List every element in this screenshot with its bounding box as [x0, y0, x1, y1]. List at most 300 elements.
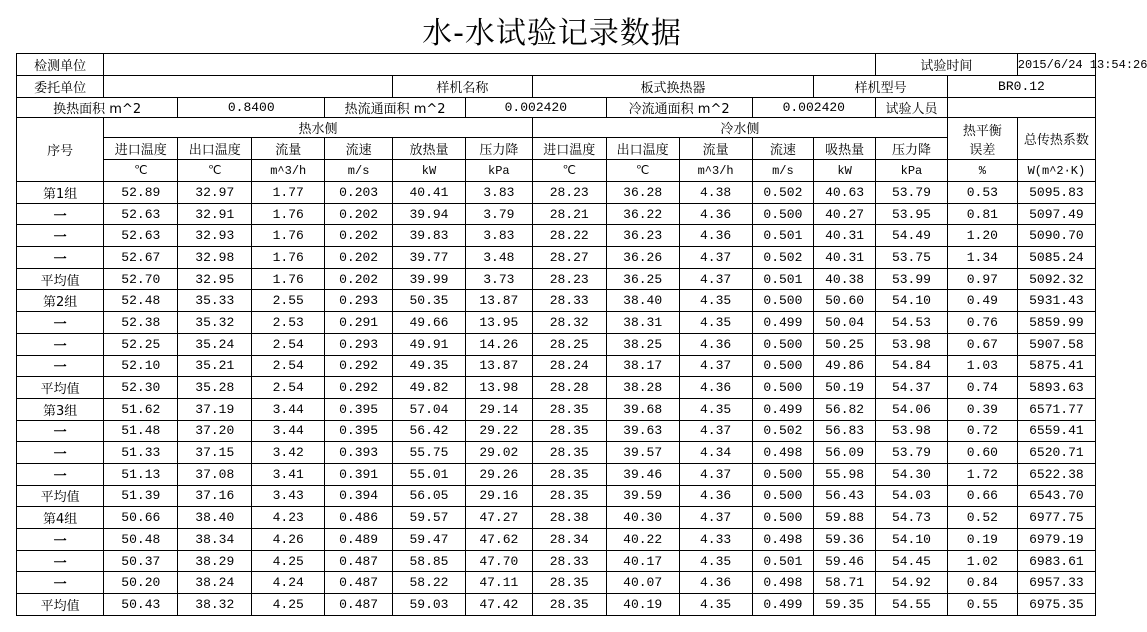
data-cell: 56.42 — [393, 420, 466, 442]
data-cell: 4.33 — [679, 529, 752, 551]
data-cell: 4.36 — [679, 203, 752, 225]
seq-header: 序号 — [17, 118, 104, 182]
data-cell: 4.37 — [679, 355, 752, 377]
data-cell: 0.203 — [325, 182, 393, 204]
row-label: 一 — [17, 203, 104, 225]
unit-cell: % — [947, 160, 1017, 182]
table-row — [17, 529, 1096, 551]
row-label: 平均值 — [17, 485, 104, 507]
cold-area-value: 0.002420 — [752, 98, 875, 118]
data-cell: 35.32 — [178, 312, 252, 334]
data-cell: 1.02 — [947, 550, 1017, 572]
data-cell: 0.202 — [325, 203, 393, 225]
row-label: 一 — [17, 572, 104, 594]
data-cell: 55.75 — [393, 442, 466, 464]
data-cell: 3.42 — [252, 442, 325, 464]
data-cell: 28.23 — [532, 268, 606, 290]
data-cell: 58.85 — [393, 550, 466, 572]
data-cell: 28.25 — [532, 333, 606, 355]
test-time-value: 2015/6/24 13:54:26 — [1017, 54, 1095, 76]
unit-cell: m/s — [325, 160, 393, 182]
side-header-row — [17, 118, 1096, 138]
data-cell: 50.19 — [814, 377, 876, 399]
row-label: 平均值 — [17, 268, 104, 290]
data-cell: 28.22 — [532, 225, 606, 247]
data-cell: 47.70 — [465, 550, 532, 572]
data-cell: 38.28 — [606, 377, 679, 399]
row-label: 一 — [17, 529, 104, 551]
data-cell: 0.502 — [752, 182, 814, 204]
data-cell: 4.37 — [679, 420, 752, 442]
data-cell: 0.500 — [752, 290, 814, 312]
data-cell: 0.292 — [325, 377, 393, 399]
sample-model-value: BR0.12 — [947, 76, 1095, 98]
data-cell: 36.23 — [606, 225, 679, 247]
test-data-table — [16, 53, 1147, 616]
data-cell: 39.83 — [393, 225, 466, 247]
data-cell: 28.35 — [532, 572, 606, 594]
data-cell: 35.33 — [178, 290, 252, 312]
data-cell: 32.93 — [178, 225, 252, 247]
table-row — [17, 377, 1096, 399]
data-cell: 0.74 — [947, 377, 1017, 399]
data-cell: 51.48 — [104, 420, 178, 442]
data-cell: 38.29 — [178, 550, 252, 572]
data-cell: 52.30 — [104, 377, 178, 399]
data-cell: 0.292 — [325, 355, 393, 377]
data-cell: 52.63 — [104, 203, 178, 225]
data-cell: 54.03 — [876, 485, 948, 507]
table-row — [17, 550, 1096, 572]
data-cell: 58.71 — [814, 572, 876, 594]
data-cell: 14.26 — [465, 333, 532, 355]
tester-value — [947, 98, 1095, 118]
table-row — [17, 463, 1096, 485]
table-row — [17, 572, 1096, 594]
data-cell: 2.53 — [252, 312, 325, 334]
data-cell: 40.31 — [814, 225, 876, 247]
hot-col-header: 出口温度 — [178, 138, 252, 160]
data-cell: 35.21 — [178, 355, 252, 377]
data-cell: 40.19 — [606, 594, 679, 616]
data-cell: 0.489 — [325, 529, 393, 551]
data-cell: 4.37 — [679, 268, 752, 290]
data-cell: 32.91 — [178, 203, 252, 225]
data-cell: 1.72 — [947, 463, 1017, 485]
data-cell: 0.53 — [947, 182, 1017, 204]
data-cell: 40.17 — [606, 550, 679, 572]
data-cell: 4.37 — [679, 507, 752, 529]
tester-label: 试验人员 — [876, 98, 948, 118]
data-cell: 0.72 — [947, 420, 1017, 442]
data-cell: 4.36 — [679, 333, 752, 355]
data-cell: 56.43 — [814, 485, 876, 507]
data-cell: 13.87 — [465, 290, 532, 312]
data-cell: 4.35 — [679, 594, 752, 616]
data-cell: 54.49 — [876, 225, 948, 247]
data-cell: 0.486 — [325, 507, 393, 529]
data-cell: 40.07 — [606, 572, 679, 594]
data-cell: 0.500 — [752, 485, 814, 507]
data-cell: 6522.38 — [1017, 463, 1095, 485]
data-cell: 28.35 — [532, 463, 606, 485]
data-cell: 32.98 — [178, 247, 252, 269]
data-cell: 0.81 — [947, 203, 1017, 225]
data-cell: 28.35 — [532, 485, 606, 507]
data-cell: 39.77 — [393, 247, 466, 269]
inspect-unit-label: 检测单位 — [17, 54, 104, 76]
data-cell: 0.67 — [947, 333, 1017, 355]
data-cell: 0.394 — [325, 485, 393, 507]
data-cell: 4.35 — [679, 312, 752, 334]
data-cell: 54.92 — [876, 572, 948, 594]
data-cell: 50.37 — [104, 550, 178, 572]
hot-col-header: 进口温度 — [104, 138, 178, 160]
data-cell: 0.502 — [752, 247, 814, 269]
sample-model-label: 样机型号 — [814, 76, 948, 98]
data-cell: 28.35 — [532, 398, 606, 420]
data-cell: 5097.49 — [1017, 203, 1095, 225]
inspect-unit-value — [104, 54, 876, 76]
table-row — [17, 203, 1096, 225]
data-cell: 28.38 — [532, 507, 606, 529]
data-cell: 37.16 — [178, 485, 252, 507]
row-label: 一 — [17, 442, 104, 464]
hot-col-header: 压力降 — [465, 138, 532, 160]
data-cell: 3.48 — [465, 247, 532, 269]
data-cell: 0.84 — [947, 572, 1017, 594]
data-cell: 52.38 — [104, 312, 178, 334]
client-row — [17, 76, 1096, 98]
data-cell: 50.66 — [104, 507, 178, 529]
data-cell: 0.501 — [752, 550, 814, 572]
data-cell: 53.79 — [876, 182, 948, 204]
table-row — [17, 247, 1096, 269]
data-cell: 0.500 — [752, 377, 814, 399]
data-cell: 52.63 — [104, 225, 178, 247]
data-cell: 58.22 — [393, 572, 466, 594]
row-label: 平均值 — [17, 377, 104, 399]
data-cell: 0.500 — [752, 333, 814, 355]
data-cell: 0.500 — [752, 507, 814, 529]
data-cell: 0.498 — [752, 529, 814, 551]
row-label: 一 — [17, 550, 104, 572]
row-label: 一 — [17, 247, 104, 269]
table-row — [17, 290, 1096, 312]
table-row — [17, 268, 1096, 290]
data-cell: 28.27 — [532, 247, 606, 269]
data-cell: 38.34 — [178, 529, 252, 551]
data-cell: 13.87 — [465, 355, 532, 377]
data-cell: 5090.70 — [1017, 225, 1095, 247]
data-cell: 1.76 — [252, 268, 325, 290]
unit-cell: ℃ — [104, 160, 178, 182]
data-cell: 36.22 — [606, 203, 679, 225]
data-cell: 4.37 — [679, 463, 752, 485]
data-cell: 0.395 — [325, 420, 393, 442]
data-cell: 2.54 — [252, 355, 325, 377]
hot-col-header: 放热量 — [393, 138, 466, 160]
data-cell: 37.19 — [178, 398, 252, 420]
hot-area-value: 0.002420 — [465, 98, 606, 118]
row-label: 平均值 — [17, 594, 104, 616]
data-cell: 6543.70 — [1017, 485, 1095, 507]
data-cell: 6979.19 — [1017, 529, 1095, 551]
data-cell: 40.30 — [606, 507, 679, 529]
data-cell: 0.293 — [325, 333, 393, 355]
data-cell: 5931.43 — [1017, 290, 1095, 312]
data-cell: 47.62 — [465, 529, 532, 551]
data-cell: 36.25 — [606, 268, 679, 290]
data-cell: 6571.77 — [1017, 398, 1095, 420]
data-cell: 49.82 — [393, 377, 466, 399]
data-cell: 50.43 — [104, 594, 178, 616]
data-cell: 50.60 — [814, 290, 876, 312]
data-cell: 50.04 — [814, 312, 876, 334]
unit-cell: kPa — [876, 160, 948, 182]
data-cell: 0.487 — [325, 572, 393, 594]
data-cell: 3.43 — [252, 485, 325, 507]
data-cell: 0.498 — [752, 572, 814, 594]
data-cell: 54.30 — [876, 463, 948, 485]
data-cell: 6957.33 — [1017, 572, 1095, 594]
data-cell: 5893.63 — [1017, 377, 1095, 399]
data-cell: 28.35 — [532, 442, 606, 464]
table-row — [17, 312, 1096, 334]
data-cell: 52.67 — [104, 247, 178, 269]
row-label: 一 — [17, 355, 104, 377]
unit-cell: m^3/h — [679, 160, 752, 182]
data-cell: 29.02 — [465, 442, 532, 464]
sample-name-value: 板式换热器 — [532, 76, 813, 98]
data-cell: 0.291 — [325, 312, 393, 334]
cold-col-header: 进口温度 — [532, 138, 606, 160]
table-row — [17, 355, 1096, 377]
data-cell: 47.27 — [465, 507, 532, 529]
data-cell: 59.03 — [393, 594, 466, 616]
area-row — [17, 98, 1096, 118]
data-cell: 0.52 — [947, 507, 1017, 529]
table-row — [17, 225, 1096, 247]
data-cell: 38.25 — [606, 333, 679, 355]
data-cell: 36.28 — [606, 182, 679, 204]
data-cell: 35.24 — [178, 333, 252, 355]
data-cell: 0.19 — [947, 529, 1017, 551]
data-cell: 0.500 — [752, 463, 814, 485]
unit-cell: ℃ — [178, 160, 252, 182]
row-label: 第4组 — [17, 507, 104, 529]
data-cell: 5095.83 — [1017, 182, 1095, 204]
data-cell: 13.98 — [465, 377, 532, 399]
data-cell: 49.86 — [814, 355, 876, 377]
unit-cell: kW — [393, 160, 466, 182]
data-cell: 0.501 — [752, 268, 814, 290]
unit-cell: m/s — [752, 160, 814, 182]
data-cell: 2.54 — [252, 377, 325, 399]
data-cell: 6983.61 — [1017, 550, 1095, 572]
data-cell: 0.393 — [325, 442, 393, 464]
data-cell: 54.45 — [876, 550, 948, 572]
table-row — [17, 333, 1096, 355]
data-cell: 39.57 — [606, 442, 679, 464]
data-cell: 0.76 — [947, 312, 1017, 334]
total-coef-header: 总传热系数 — [1017, 118, 1095, 160]
cold-col-header: 压力降 — [876, 138, 948, 160]
data-cell: 28.21 — [532, 203, 606, 225]
data-cell: 3.41 — [252, 463, 325, 485]
table-row — [17, 442, 1096, 464]
data-cell: 5875.41 — [1017, 355, 1095, 377]
data-cell: 4.23 — [252, 507, 325, 529]
data-cell: 4.25 — [252, 594, 325, 616]
data-cell: 53.75 — [876, 247, 948, 269]
data-cell: 3.73 — [465, 268, 532, 290]
data-cell: 1.76 — [252, 225, 325, 247]
data-cell: 0.391 — [325, 463, 393, 485]
data-cell: 0.60 — [947, 442, 1017, 464]
data-cell: 51.13 — [104, 463, 178, 485]
data-cell: 47.42 — [465, 594, 532, 616]
unit-cell: ℃ — [606, 160, 679, 182]
data-cell: 59.88 — [814, 507, 876, 529]
data-cell: 54.73 — [876, 507, 948, 529]
data-body — [17, 182, 1096, 616]
data-cell: 1.34 — [947, 247, 1017, 269]
data-cell: 39.59 — [606, 485, 679, 507]
data-cell: 3.44 — [252, 398, 325, 420]
data-cell: 38.32 — [178, 594, 252, 616]
data-cell: 4.38 — [679, 182, 752, 204]
data-cell: 38.40 — [606, 290, 679, 312]
data-cell: 0.499 — [752, 594, 814, 616]
data-cell: 53.95 — [876, 203, 948, 225]
cold-area-label: 冷流通面积 m^2 — [606, 98, 752, 118]
row-label: 一 — [17, 420, 104, 442]
data-cell: 4.24 — [252, 572, 325, 594]
hot-col-header: 流量 — [252, 138, 325, 160]
table-row — [17, 485, 1096, 507]
row-label: 第1组 — [17, 182, 104, 204]
data-cell: 56.83 — [814, 420, 876, 442]
data-cell: 0.502 — [752, 420, 814, 442]
data-cell: 4.25 — [252, 550, 325, 572]
unit-cell: m^3/h — [252, 160, 325, 182]
data-cell: 6520.71 — [1017, 442, 1095, 464]
data-cell: 29.16 — [465, 485, 532, 507]
data-cell: 54.06 — [876, 398, 948, 420]
data-cell: 3.79 — [465, 203, 532, 225]
unit-cell: kPa — [465, 160, 532, 182]
data-cell: 28.28 — [532, 377, 606, 399]
hot-area-label: 热流通面积 m^2 — [325, 98, 466, 118]
data-cell: 0.500 — [752, 355, 814, 377]
data-cell: 38.24 — [178, 572, 252, 594]
data-cell: 52.70 — [104, 268, 178, 290]
data-cell: 4.35 — [679, 398, 752, 420]
data-cell: 0.97 — [947, 268, 1017, 290]
data-cell: 0.66 — [947, 485, 1017, 507]
data-cell: 37.20 — [178, 420, 252, 442]
data-cell: 39.68 — [606, 398, 679, 420]
data-cell: 54.10 — [876, 529, 948, 551]
data-cell: 1.76 — [252, 247, 325, 269]
data-cell: 28.33 — [532, 290, 606, 312]
data-cell: 38.17 — [606, 355, 679, 377]
data-cell: 40.38 — [814, 268, 876, 290]
data-cell: 28.35 — [532, 420, 606, 442]
data-cell: 4.37 — [679, 247, 752, 269]
data-cell: 39.94 — [393, 203, 466, 225]
test-time-label: 试验时间 — [876, 54, 1018, 76]
hot-side-header: 热水侧 — [104, 118, 532, 138]
data-cell: 54.10 — [876, 290, 948, 312]
data-cell: 55.98 — [814, 463, 876, 485]
row-label: 一 — [17, 333, 104, 355]
unit-row — [17, 160, 1096, 182]
row-label: 一 — [17, 312, 104, 334]
data-cell: 4.26 — [252, 529, 325, 551]
data-cell: 1.76 — [252, 203, 325, 225]
data-cell: 2.54 — [252, 333, 325, 355]
data-cell: 4.36 — [679, 377, 752, 399]
table-row — [17, 182, 1096, 204]
cold-col-header: 流速 — [752, 138, 814, 160]
data-cell: 51.33 — [104, 442, 178, 464]
data-cell: 40.41 — [393, 182, 466, 204]
data-cell: 0.39 — [947, 398, 1017, 420]
data-cell: 59.57 — [393, 507, 466, 529]
data-cell: 53.79 — [876, 442, 948, 464]
inspect-unit-row — [17, 54, 1096, 76]
data-cell: 37.15 — [178, 442, 252, 464]
data-cell: 0.498 — [752, 442, 814, 464]
data-cell: 4.34 — [679, 442, 752, 464]
data-cell: 56.82 — [814, 398, 876, 420]
data-cell: 38.31 — [606, 312, 679, 334]
data-cell: 50.35 — [393, 290, 466, 312]
data-cell: 51.62 — [104, 398, 178, 420]
data-cell: 29.22 — [465, 420, 532, 442]
data-cell: 28.23 — [532, 182, 606, 204]
data-cell: 5859.99 — [1017, 312, 1095, 334]
data-cell: 29.26 — [465, 463, 532, 485]
data-cell: 0.499 — [752, 398, 814, 420]
data-cell: 36.26 — [606, 247, 679, 269]
data-cell: 39.46 — [606, 463, 679, 485]
data-cell: 49.35 — [393, 355, 466, 377]
data-cell: 40.22 — [606, 529, 679, 551]
data-cell: 59.46 — [814, 550, 876, 572]
data-cell: 52.25 — [104, 333, 178, 355]
data-cell: 28.35 — [532, 594, 606, 616]
data-cell: 2.55 — [252, 290, 325, 312]
data-cell: 5907.58 — [1017, 333, 1095, 355]
data-cell: 13.95 — [465, 312, 532, 334]
data-cell: 53.98 — [876, 420, 948, 442]
data-cell: 28.24 — [532, 355, 606, 377]
data-cell: 54.53 — [876, 312, 948, 334]
data-cell: 50.20 — [104, 572, 178, 594]
data-cell: 6975.35 — [1017, 594, 1095, 616]
data-cell: 40.63 — [814, 182, 876, 204]
data-cell: 53.98 — [876, 333, 948, 355]
unit-cell: ℃ — [532, 160, 606, 182]
data-cell: 6977.75 — [1017, 507, 1095, 529]
data-cell: 50.25 — [814, 333, 876, 355]
sample-name-label: 样机名称 — [393, 76, 533, 98]
data-cell: 37.08 — [178, 463, 252, 485]
data-cell: 51.39 — [104, 485, 178, 507]
